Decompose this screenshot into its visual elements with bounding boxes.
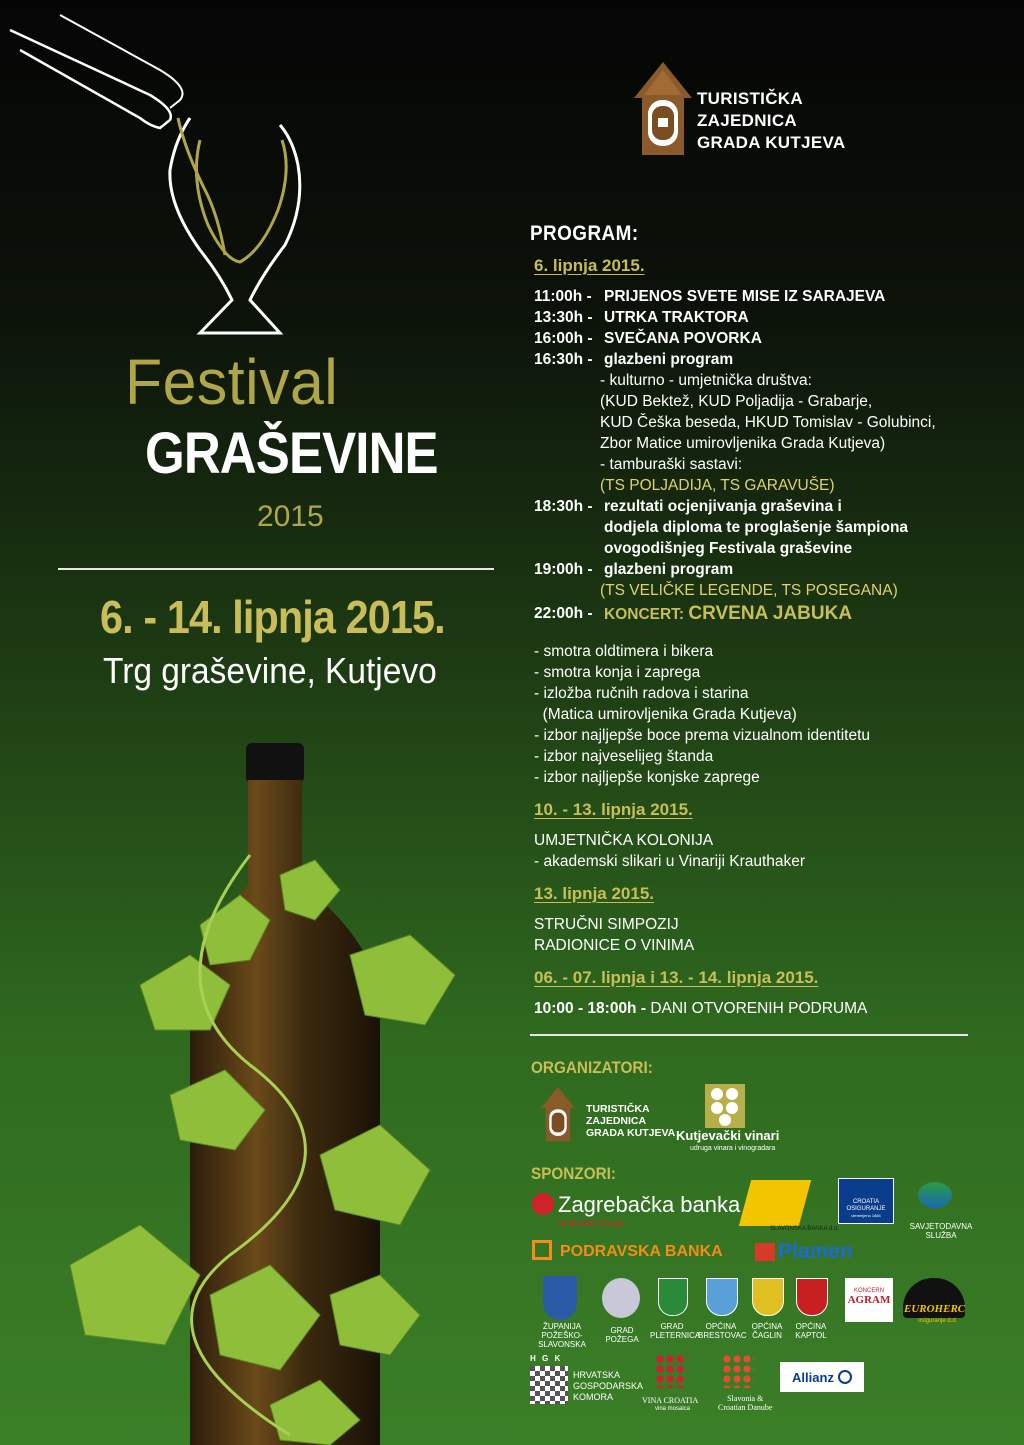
program-day3-heading: 13. lipnja 2015.: [534, 884, 655, 903]
row-desc: glazbeni program: [604, 561, 734, 578]
extra-item: (Matica umirovljenika Grada Kutjeva): [534, 706, 797, 723]
plamen-name: Plamen: [778, 1240, 853, 1263]
row-desc: ovogodišnjeg Festivala graševine: [604, 540, 853, 557]
program-sub: (KUD Bektež, KUD Poljadija - Grabarje,: [600, 393, 873, 410]
day4-line: [534, 998, 990, 1019]
agram-logo-box: [845, 1278, 893, 1322]
tz-line1: TURISTIČKA: [697, 89, 803, 108]
coat-of-arms-icon: [602, 1278, 640, 1318]
organizers-title: ORGANIZATORI:: [531, 1058, 653, 1077]
program-sub-highlight: (TS VELIČKE LEGENDE, TS POSEGANA): [600, 582, 898, 599]
program-title: PROGRAM:: [530, 222, 639, 245]
program-day4-heading: 06. - 07. lipnja i 13. - 14. lipnja 2015.: [534, 968, 819, 987]
hgk-line2: GOSPODARSKA: [573, 1381, 644, 1391]
savjetodavna-name: SAVJETODAVNA SLUŽBA: [909, 1222, 973, 1240]
allianz-name: Allianz: [792, 1369, 834, 1385]
day3-line: RADIONICE O VINIMA: [534, 937, 695, 954]
extra-item: - izbor najljepše boce prema vizualnom identitetu: [534, 727, 871, 744]
program-row-cont: [534, 538, 990, 559]
day2-line: UMJETNIČKA KOLONIJA: [534, 832, 714, 849]
hgk-checker-icon: [530, 1366, 568, 1404]
extra-item: - smotra konja i zaprega: [534, 664, 701, 681]
program-sub: - kulturno - umjetnička društva:: [600, 372, 812, 389]
program-row: [534, 307, 990, 328]
coa-label: ŽUPANIJA POŽEŠKO-SLAVONSKA: [538, 1322, 586, 1349]
program-row: [534, 496, 990, 517]
event-venue: Trg graševine, Kutjevo: [103, 650, 437, 691]
program-row-cont: [534, 517, 990, 538]
row-time: 18:30h -: [534, 498, 593, 515]
allianz-logo-box: [780, 1362, 864, 1392]
coa-label: OPĆINA KAPTOL: [795, 1322, 827, 1340]
coat-of-arms-icon: [543, 1276, 577, 1320]
coa-label: OPĆINA ČAGLIN: [751, 1322, 783, 1340]
allianz-eagle-icon: [838, 1370, 852, 1384]
tz-house-logo: [632, 60, 694, 160]
extra-item: - izbor najljepše konjske zaprege: [534, 769, 760, 786]
croatia-logo-box: [838, 1178, 894, 1224]
row-time: 11:00h -: [534, 288, 592, 305]
row-desc: SVEČANA POVORKA: [604, 330, 762, 347]
program-sub-highlight: (TS POLJADIJA, TS GARAVUŠE): [600, 477, 835, 494]
festival-word: Festival: [125, 346, 339, 418]
tz-line2: ZAJEDNICA: [697, 111, 797, 130]
coa-label: GRAD PLETERNICA: [650, 1322, 701, 1340]
croatia-sub: utemeljeno 1884: [851, 1213, 881, 1218]
hgk-line3: KOMORA: [573, 1392, 614, 1402]
sponsors-title: SPONZORI:: [531, 1164, 617, 1183]
tz-house-logo-small: [536, 1086, 580, 1144]
hgk-line1: HRVATSKA: [573, 1370, 621, 1380]
coat-of-arms-icon: [706, 1278, 738, 1316]
concert-band: CRVENA JABUKA: [688, 603, 853, 624]
concert-label: KONCERT:: [604, 606, 685, 623]
podravska-name: PODRAVSKA BANKA: [560, 1243, 723, 1260]
divider-left: [58, 568, 494, 570]
coat-of-arms-icon: [658, 1278, 688, 1316]
org-tz-text: [586, 1103, 675, 1139]
program-row: [534, 328, 990, 349]
slavonska-name: SLAVONSKA BANKA d.d.: [770, 1226, 839, 1232]
divider-right: [530, 1034, 968, 1036]
row-desc: rezultati ocjenjivanja graševina i: [604, 498, 842, 515]
slavonska-logo-icon: [739, 1180, 811, 1226]
row-time: 13:30h -: [534, 309, 593, 326]
row-desc: glazbeni program: [604, 351, 734, 368]
program-row-concert: [534, 603, 990, 625]
grape-logo: [705, 1084, 745, 1128]
day2-line: - akademski slikari u Vinariji Krauthaker: [534, 853, 806, 870]
event-dates: 6. - 14. lipnja 2015.: [100, 591, 445, 643]
hgk-top: H G K: [530, 1354, 563, 1363]
festival-name: GRAŠEVINE: [145, 421, 438, 486]
plamen-logo-icon: [755, 1243, 775, 1261]
coa-label: GRAD POŽEGA: [605, 1326, 639, 1344]
slavonia-line2: Croatian Danube: [718, 1403, 773, 1412]
row-desc: PRIJENOS SVETE MISE IZ SARAJEVA: [604, 288, 886, 305]
row-time: 19:00h -: [534, 561, 593, 578]
coat-of-arms-icon: [796, 1278, 828, 1316]
program-day1-heading: 6. lipnja 2015.: [534, 256, 645, 275]
program-sub: - tamburaški sastavi:: [600, 456, 743, 473]
extra-item: - izbor najveselijeg štanda: [534, 748, 714, 765]
kutjevacki-vinari-sub: udruga vinara i vinogradara: [690, 1145, 776, 1152]
program-row: [534, 349, 990, 370]
day4-time: 10:00 - 18:00h -: [534, 1000, 646, 1017]
day4-desc: DANI OTVORENIH PODRUMA: [650, 1000, 868, 1017]
program-row: [534, 286, 990, 307]
slavonia-logo-icon: [722, 1354, 754, 1388]
tz-line3: GRADA KUTJEVA: [697, 133, 846, 152]
row-time: 16:30h -: [534, 351, 593, 368]
extra-item: - smotra oldtimera i bikera: [534, 643, 714, 660]
row-time: 22:00h -: [534, 605, 593, 622]
row-desc: dodjela diploma te proglašenje šampiona: [604, 519, 909, 536]
wine-glass-illustration: [0, 0, 320, 340]
extra-item: - izložba ručnih radova i starina: [534, 685, 749, 702]
podravska-logo-icon: [532, 1240, 552, 1260]
tz-logo-text: [697, 88, 845, 154]
org-tz-line1: TURISTIČKA: [586, 1103, 650, 1115]
hgk-text: [573, 1370, 643, 1403]
euroherc-sub: osiguranje d.d.: [918, 1318, 958, 1324]
program-sub: KUD Češka beseda, HKUD Tomislav - Golubinci,: [600, 414, 936, 431]
kutjevacki-vinari-name: Kutjevački vinari: [676, 1128, 780, 1143]
row-time: 16:00h -: [534, 330, 593, 347]
vina-croatia-sub: vina mosaica: [655, 1406, 691, 1412]
vina-croatia-logo-icon: [655, 1354, 687, 1388]
program-day2-heading: 10. - 13. lipnja 2015.: [534, 800, 693, 819]
wine-bottle-illustration: [50, 735, 520, 1445]
day3-line: STRUČNI SIMPOZIJ: [534, 916, 679, 933]
program-section: [530, 222, 990, 1019]
coat-of-arms-icon: [752, 1278, 784, 1316]
program-sub: Zbor Matice umirovljenika Grada Kutjeva): [600, 435, 886, 452]
zaba-sub: UniCredit Group: [558, 1218, 624, 1228]
zaba-name: Zagrebačka banka: [558, 1192, 741, 1217]
row-desc: UTRKA TRAKTORA: [604, 309, 749, 326]
agram-name: AGRAM: [847, 1294, 891, 1306]
org-tz-line2: ZAJEDNICA: [586, 1115, 647, 1127]
slavonia-text: [718, 1394, 772, 1412]
croatia-name: CROATIA OSIGURANJE: [846, 1199, 886, 1212]
zaba-logo-icon: [532, 1193, 554, 1215]
euroherc-name: EUROHERC: [904, 1303, 966, 1315]
program-row: [534, 559, 990, 580]
savjetodavna-logo-icon: [918, 1182, 952, 1208]
org-tz-line3: GRADA KUTJEVA: [586, 1127, 676, 1139]
coa-label: OPĆINA BRESTOVAC: [698, 1322, 747, 1340]
agram-k: KONCERN: [853, 1288, 884, 1294]
vina-croatia-name: VINA CROATIA: [642, 1396, 699, 1405]
slavonia-line1: Slavonia &: [727, 1394, 764, 1403]
festival-year: 2015: [257, 500, 324, 533]
